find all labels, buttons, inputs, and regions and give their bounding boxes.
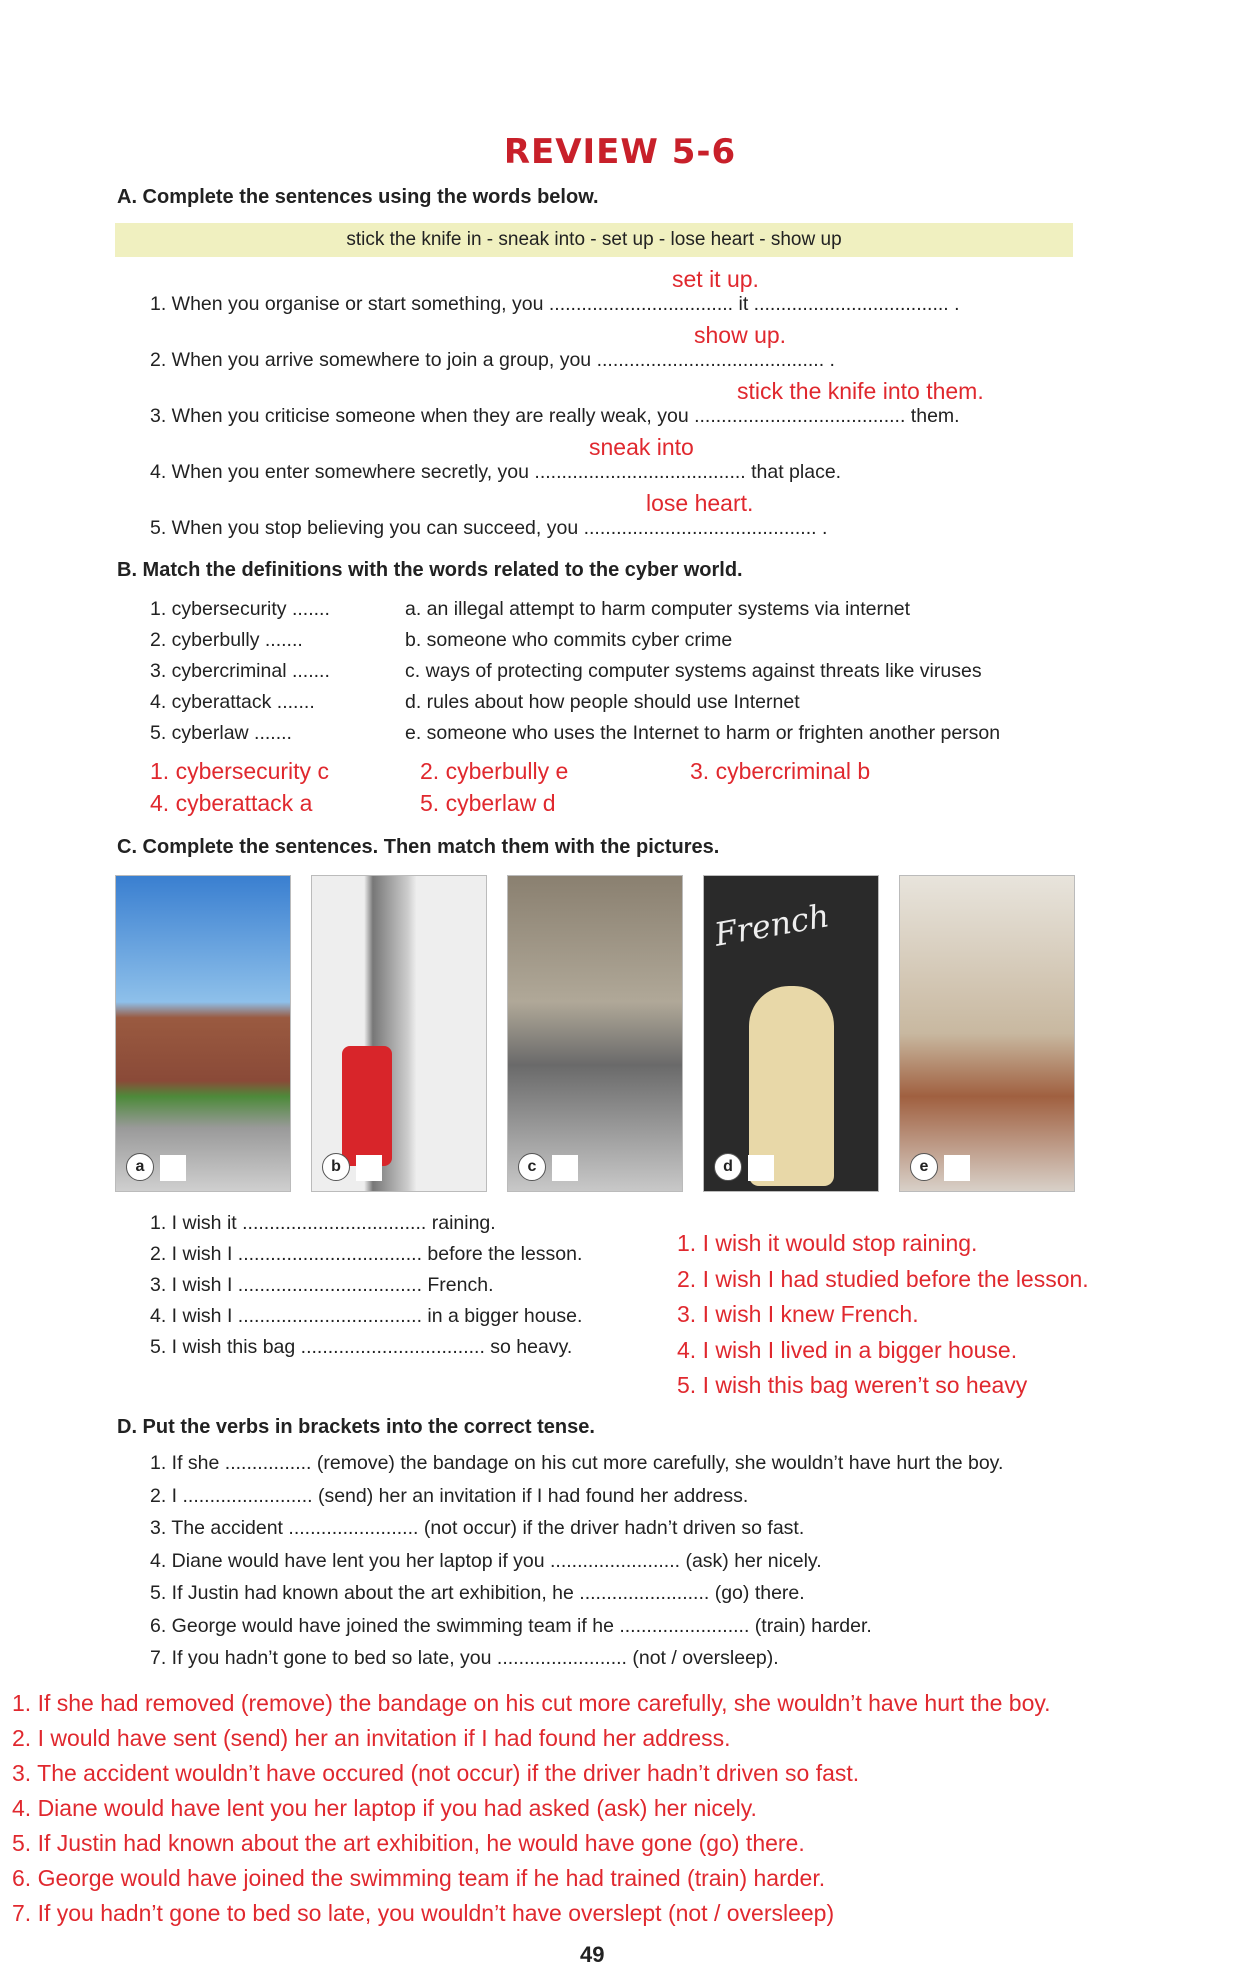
definition: c. ways of protecting computer systems against threats like viruses: [405, 660, 982, 682]
exercise-item: 2. I wish I .................................. before the lesson.: [150, 1243, 583, 1265]
handwritten-answer: 3. cybercriminal b: [690, 758, 871, 784]
exercise-item: 5. If Justin had known about the art exhibition, he ........................ (go) there.: [150, 1582, 805, 1604]
handwritten-answer: lose heart.: [646, 490, 754, 516]
definition: a. an illegal attempt to harm computer systems via internet: [405, 598, 911, 620]
handwritten-answer: 4. I wish I lived in a bigger house.: [677, 1337, 1018, 1363]
section-d-heading: D. Put the verbs in brackets into the correct tense.: [117, 1416, 595, 1438]
answer-box[interactable]: [160, 1155, 186, 1181]
cyber-word: 5. cyberlaw .......: [150, 722, 292, 744]
handwritten-answer: 1. cybersecurity c: [150, 758, 329, 784]
handwritten-answer: sneak into: [589, 434, 694, 460]
exercise-item: 2. I ........................ (send) her an invitation if I had found her address.: [150, 1485, 749, 1507]
handwritten-answer: 4. Diane would have lent you her laptop if you had asked (ask) her nicely.: [12, 1795, 757, 1821]
handwritten-answer: 4. cyberattack a: [150, 790, 313, 816]
handwritten-answer: 5. If Justin had known about the art exhibition, he would have gone (go) there.: [12, 1830, 805, 1856]
answer-box[interactable]: [748, 1155, 774, 1181]
handwritten-answer: 2. I would have sent (send) her an invitation if I had found her address.: [12, 1725, 731, 1751]
page-title: REVIEW 5-6: [503, 132, 737, 172]
exercise-item: 4. When you enter somewhere secretly, you ....................................... that place.: [150, 461, 842, 483]
handwritten-answer: 3. I wish I knew French.: [677, 1301, 919, 1327]
cyber-word: 2. cyberbully .......: [150, 629, 303, 651]
handwritten-answer: 5. cyberlaw d: [420, 790, 556, 816]
exercise-item: 1. I wish it .................................. raining.: [150, 1212, 496, 1234]
picture-house: [115, 875, 291, 1192]
section-b-heading: B. Match the definitions with the words related to the cyber world.: [117, 559, 743, 581]
exercise-item: 5. When you stop believing you can succeed, you ........................................... .: [150, 517, 828, 539]
handwritten-answer: 1. I wish it would stop raining.: [677, 1230, 978, 1256]
cyber-word: 3. cybercriminal .......: [150, 660, 330, 682]
chalkboard-text: French: [711, 896, 832, 954]
answer-box[interactable]: [356, 1155, 382, 1181]
definition: e. someone who uses the Internet to harm or frighten another person: [405, 722, 1001, 744]
handwritten-answer: stick the knife into them.: [737, 378, 984, 404]
handwritten-answer: 3. The accident wouldn’t have occured (not occur) if the driver hadn’t driven so fast.: [12, 1760, 860, 1786]
picture-girl-french: [703, 875, 879, 1192]
answer-box[interactable]: [552, 1155, 578, 1181]
definition: d. rules about how people should use Internet: [405, 691, 800, 713]
picture-label: a: [126, 1153, 154, 1181]
section-c-heading: C. Complete the sentences. Then match them with the pictures.: [117, 836, 720, 858]
handwritten-answer: 1. If she had removed (remove) the bandage on his cut more carefully, she wouldn’t have hurt the boy.: [12, 1690, 1051, 1716]
handwritten-answer: 2. I wish I had studied before the lesson.: [677, 1266, 1089, 1292]
exercise-item: 1. When you organise or start something, you .................................. it .................................... .: [150, 293, 960, 315]
handwritten-answer: 6. George would have joined the swimming team if he had trained (train) harder.: [12, 1865, 826, 1891]
handwritten-answer: 5. I wish this bag weren’t so heavy: [677, 1372, 1028, 1398]
picture-label: c: [518, 1153, 546, 1181]
definition: b. someone who commits cyber crime: [405, 629, 733, 651]
exercise-item: 4. I wish I .................................. in a bigger house.: [150, 1305, 583, 1327]
cyber-word: 1. cybersecurity .......: [150, 598, 330, 620]
word-bank: stick the knife in - sneak into - set up - lose heart - show up: [115, 223, 1073, 257]
exercise-item: 2. When you arrive somewhere to join a group, you .......................................... .: [150, 349, 835, 371]
handwritten-answer: show up.: [694, 322, 787, 348]
section-a-heading: A. Complete the sentences using the words below.: [117, 186, 599, 208]
exercise-item: 3. I wish I .................................. French.: [150, 1274, 494, 1296]
handwritten-answer: 7. If you hadn’t gone to bed so late, you wouldn’t have overslept (not / oversleep): [12, 1900, 835, 1926]
answer-box[interactable]: [944, 1155, 970, 1181]
exercise-item: 6. George would have joined the swimming team if he ........................ (train) harder.: [150, 1615, 872, 1637]
handwritten-answer: set it up.: [672, 266, 759, 292]
exercise-item: 7. If you hadn’t gone to bed so late, you ........................ (not / oversleep).: [150, 1647, 779, 1669]
picture-woman-suitcase: [311, 875, 487, 1192]
picture-bored-student: [899, 875, 1075, 1192]
exercise-item: 4. Diane would have lent you her laptop if you ........................ (ask) her nicely.: [150, 1550, 822, 1572]
handwritten-answer: 2. cyberbully e: [420, 758, 569, 784]
picture-label: d: [714, 1153, 742, 1181]
cyber-word: 4. cyberattack .......: [150, 691, 315, 713]
exercise-item: 1. If she ................ (remove) the bandage on his cut more carefully, she wouldn’t have hurt the boy.: [150, 1452, 1004, 1474]
picture-cyclist-rain: [507, 875, 683, 1192]
exercise-item: 3. The accident ........................ (not occur) if the driver hadn’t driven so fast.: [150, 1517, 805, 1539]
exercise-item: 3. When you criticise someone when they are really weak, you ....................................... them.: [150, 405, 960, 427]
page-number: 49: [580, 1942, 605, 1967]
picture-label: e: [910, 1153, 938, 1181]
picture-label: b: [322, 1153, 350, 1181]
exercise-item: 5. I wish this bag .................................. so heavy.: [150, 1336, 573, 1358]
